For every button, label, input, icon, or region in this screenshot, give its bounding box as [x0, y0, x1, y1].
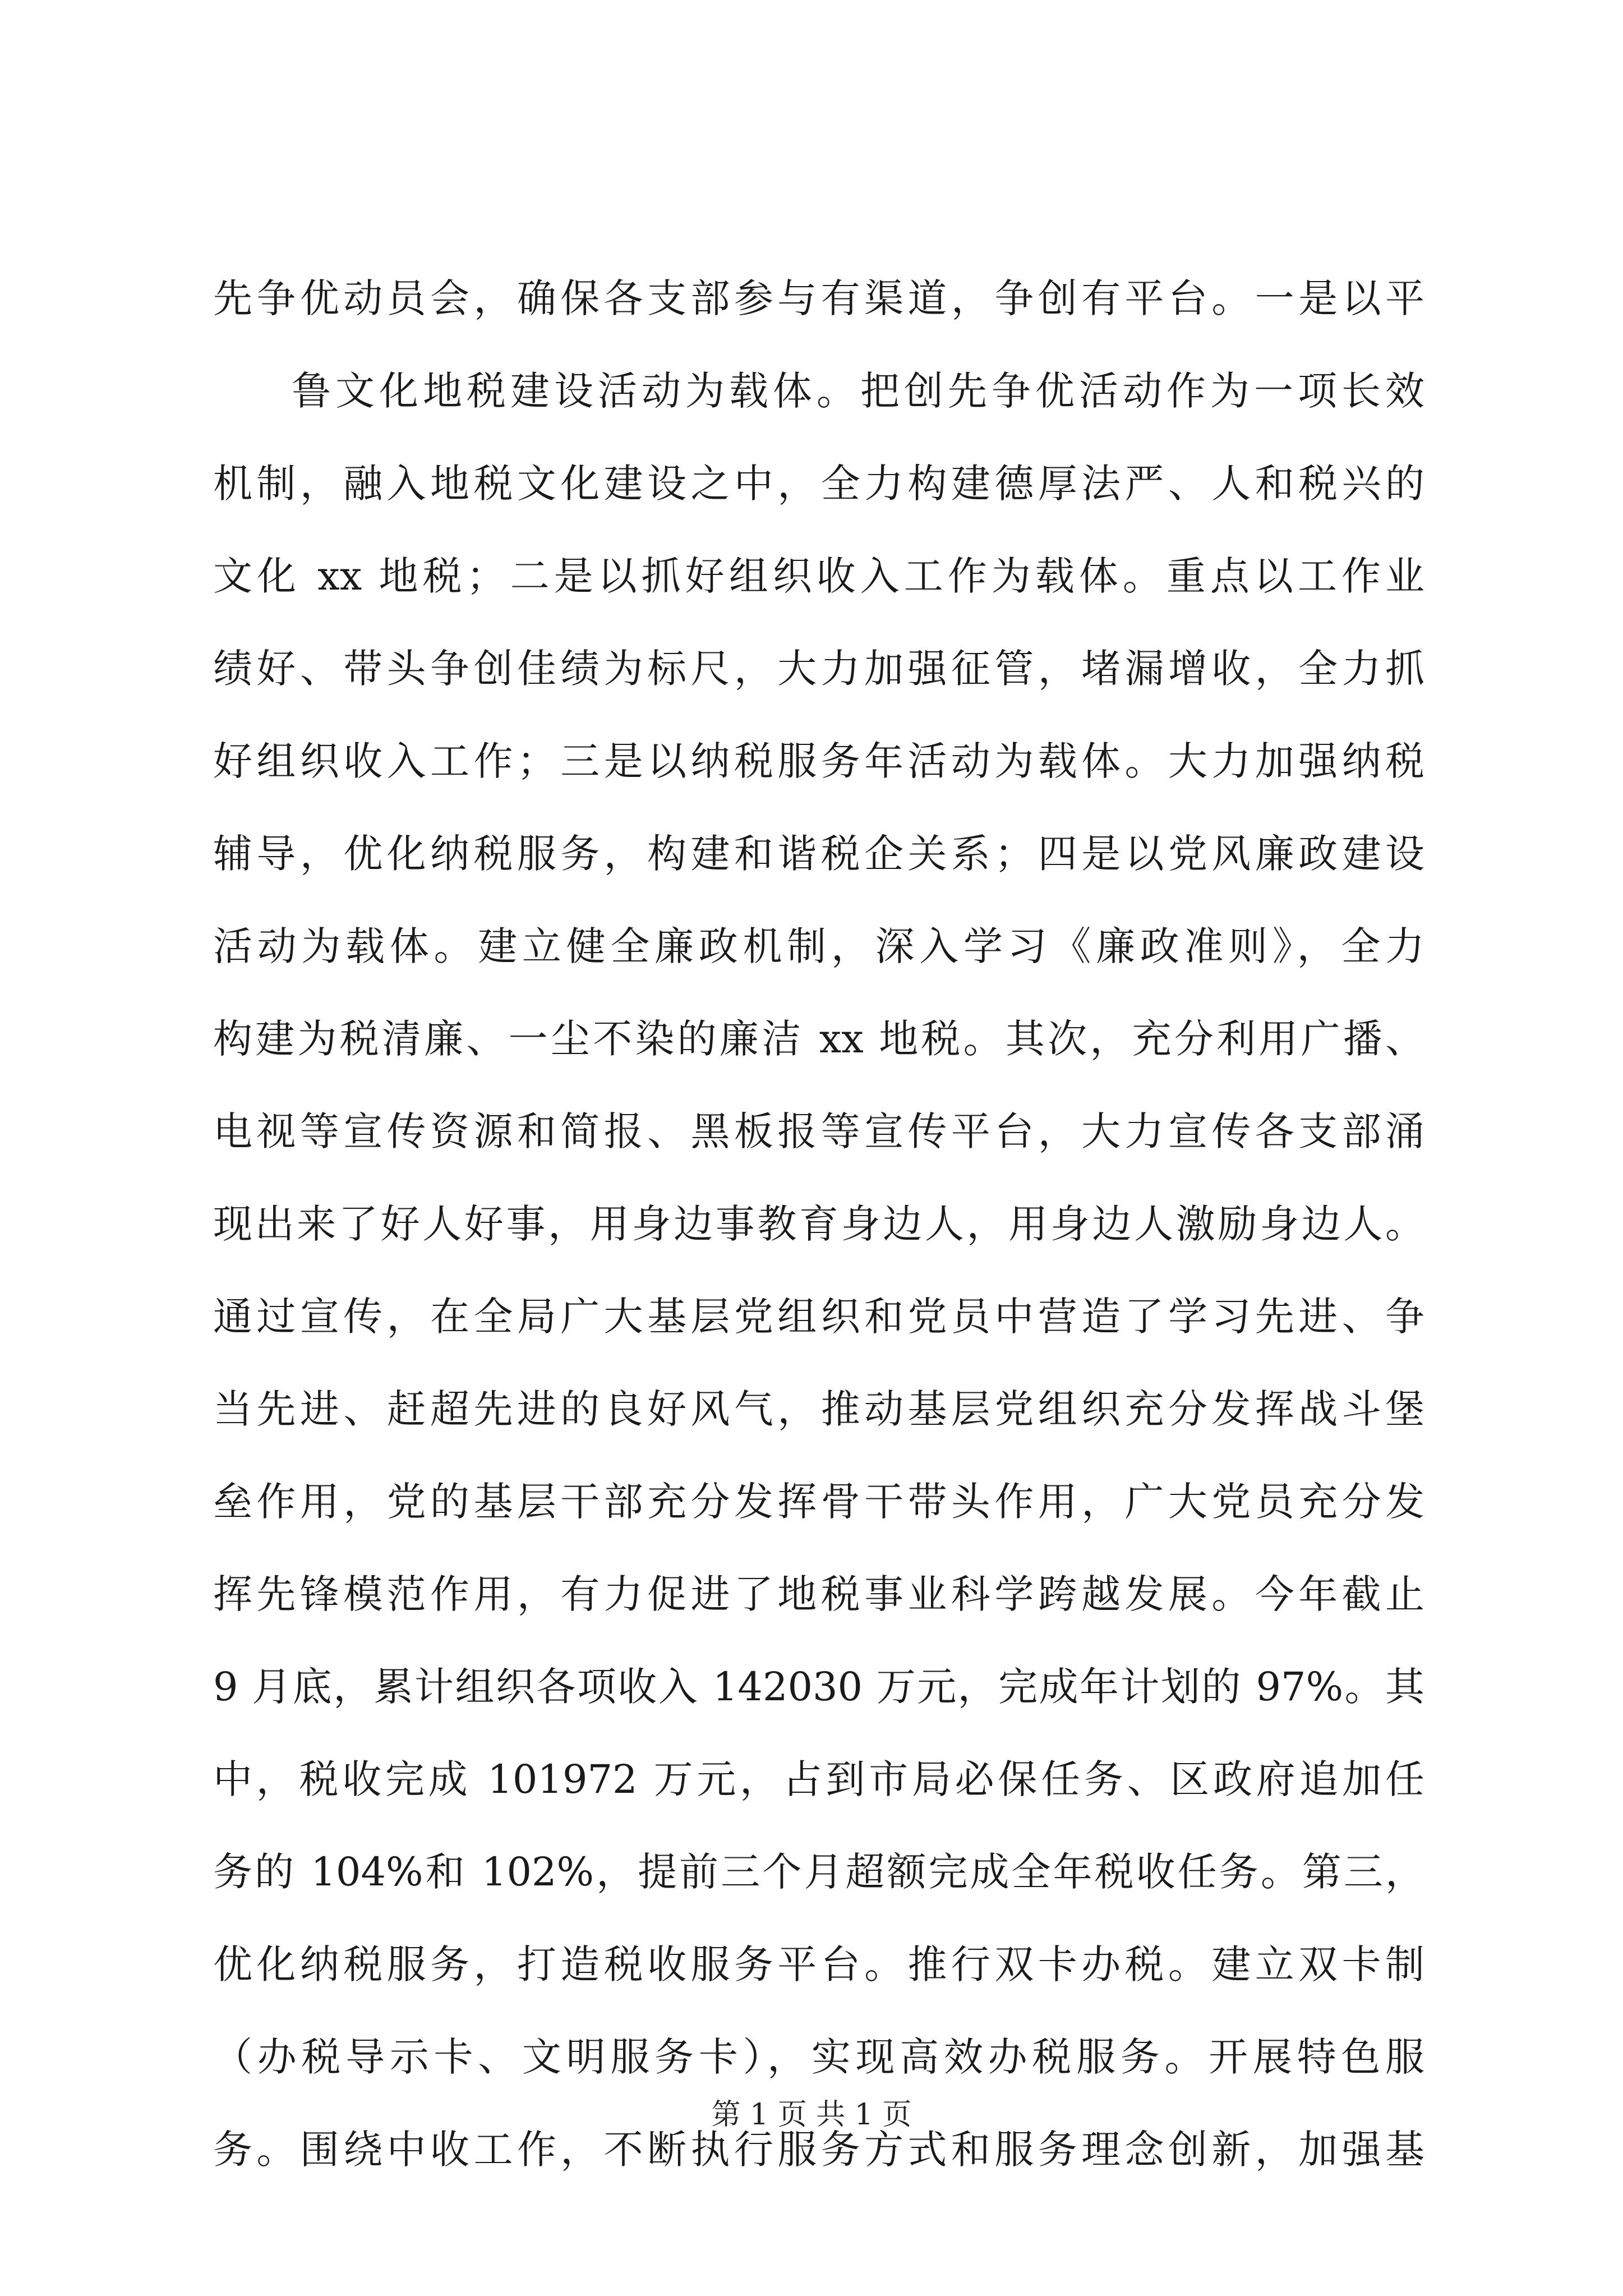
text-line: 务。围绕中收工作，不断执行服务方式和服务理念创新，加强基	[213, 2127, 1424, 2173]
text-line: 通过宣传，在全局广大基层党组织和党员中营造了学习先进、争	[213, 1294, 1424, 1340]
text-line: 挥先锋模范作用，有力促进了地税事业科学跨越发展。今年截止	[213, 1571, 1424, 1617]
text-line: （办税导示卡、文明服务卡），实现高效办税服务。开展特色服	[213, 2034, 1424, 2080]
text-line: 辅导，优化纳税服务，构建和谐税企关系；四是以党风廉政建设	[213, 831, 1424, 877]
text-line: 9 月底，累计组织各项收入 142030 万元，完成年计划的 97%。其	[213, 1664, 1424, 1710]
text-line: 机制，融入地税文化建设之中，全力构建德厚法严、人和税兴的	[213, 461, 1424, 507]
text-line: 好组织收入工作；三是以纳税服务年活动为载体。大力加强纳税	[213, 738, 1424, 784]
text-line: 鲁文化地税建设活动为载体。把创先争优活动作为一项长效	[292, 368, 1424, 414]
text-line: 务的 104%和 102%，提前三个月超额完成全年税收任务。第三，	[213, 1849, 1424, 1895]
text-line: 活动为载体。建立健全廉政机制，深入学习《廉政准则》，全力	[213, 923, 1424, 969]
text-line: 垒作用，党的基层干部充分发挥骨干带头作用，广大党员充分发	[213, 1479, 1424, 1525]
document-body	[213, 252, 1424, 2196]
text-line: 先争优动员会，确保各支部参与有渠道，争创有平台。一是以平	[213, 275, 1424, 321]
page-number-footer: 第 1 页 共 1 页	[711, 2098, 912, 2132]
text-line: 优化纳税服务，打造税收服务平台。推行双卡办税。建立双卡制	[213, 1941, 1424, 1987]
text-line: 构建为税清廉、一尘不染的廉洁 xx 地税。其次，充分利用广播、	[213, 1016, 1424, 1062]
text-line: 文化 xx 地税；二是以抓好组织收入工作为载体。重点以工作业	[213, 553, 1424, 599]
text-line: 当先进、赶超先进的良好风气，推动基层党组织充分发挥战斗堡	[213, 1386, 1424, 1432]
text-line: 电视等宣传资源和简报、黑板报等宣传平台，大力宣传各支部涌	[213, 1108, 1424, 1154]
text-line: 中，税收完成 101972 万元，占到市局必保任务、区政府追加任	[213, 1756, 1424, 1802]
text-line: 绩好、带头争创佳绩为标尺，大力加强征管，堵漏增收，全力抓	[213, 646, 1424, 692]
text-line: 现出来了好人好事，用身边事教育身边人，用身边人激励身边人。	[213, 1201, 1424, 1247]
